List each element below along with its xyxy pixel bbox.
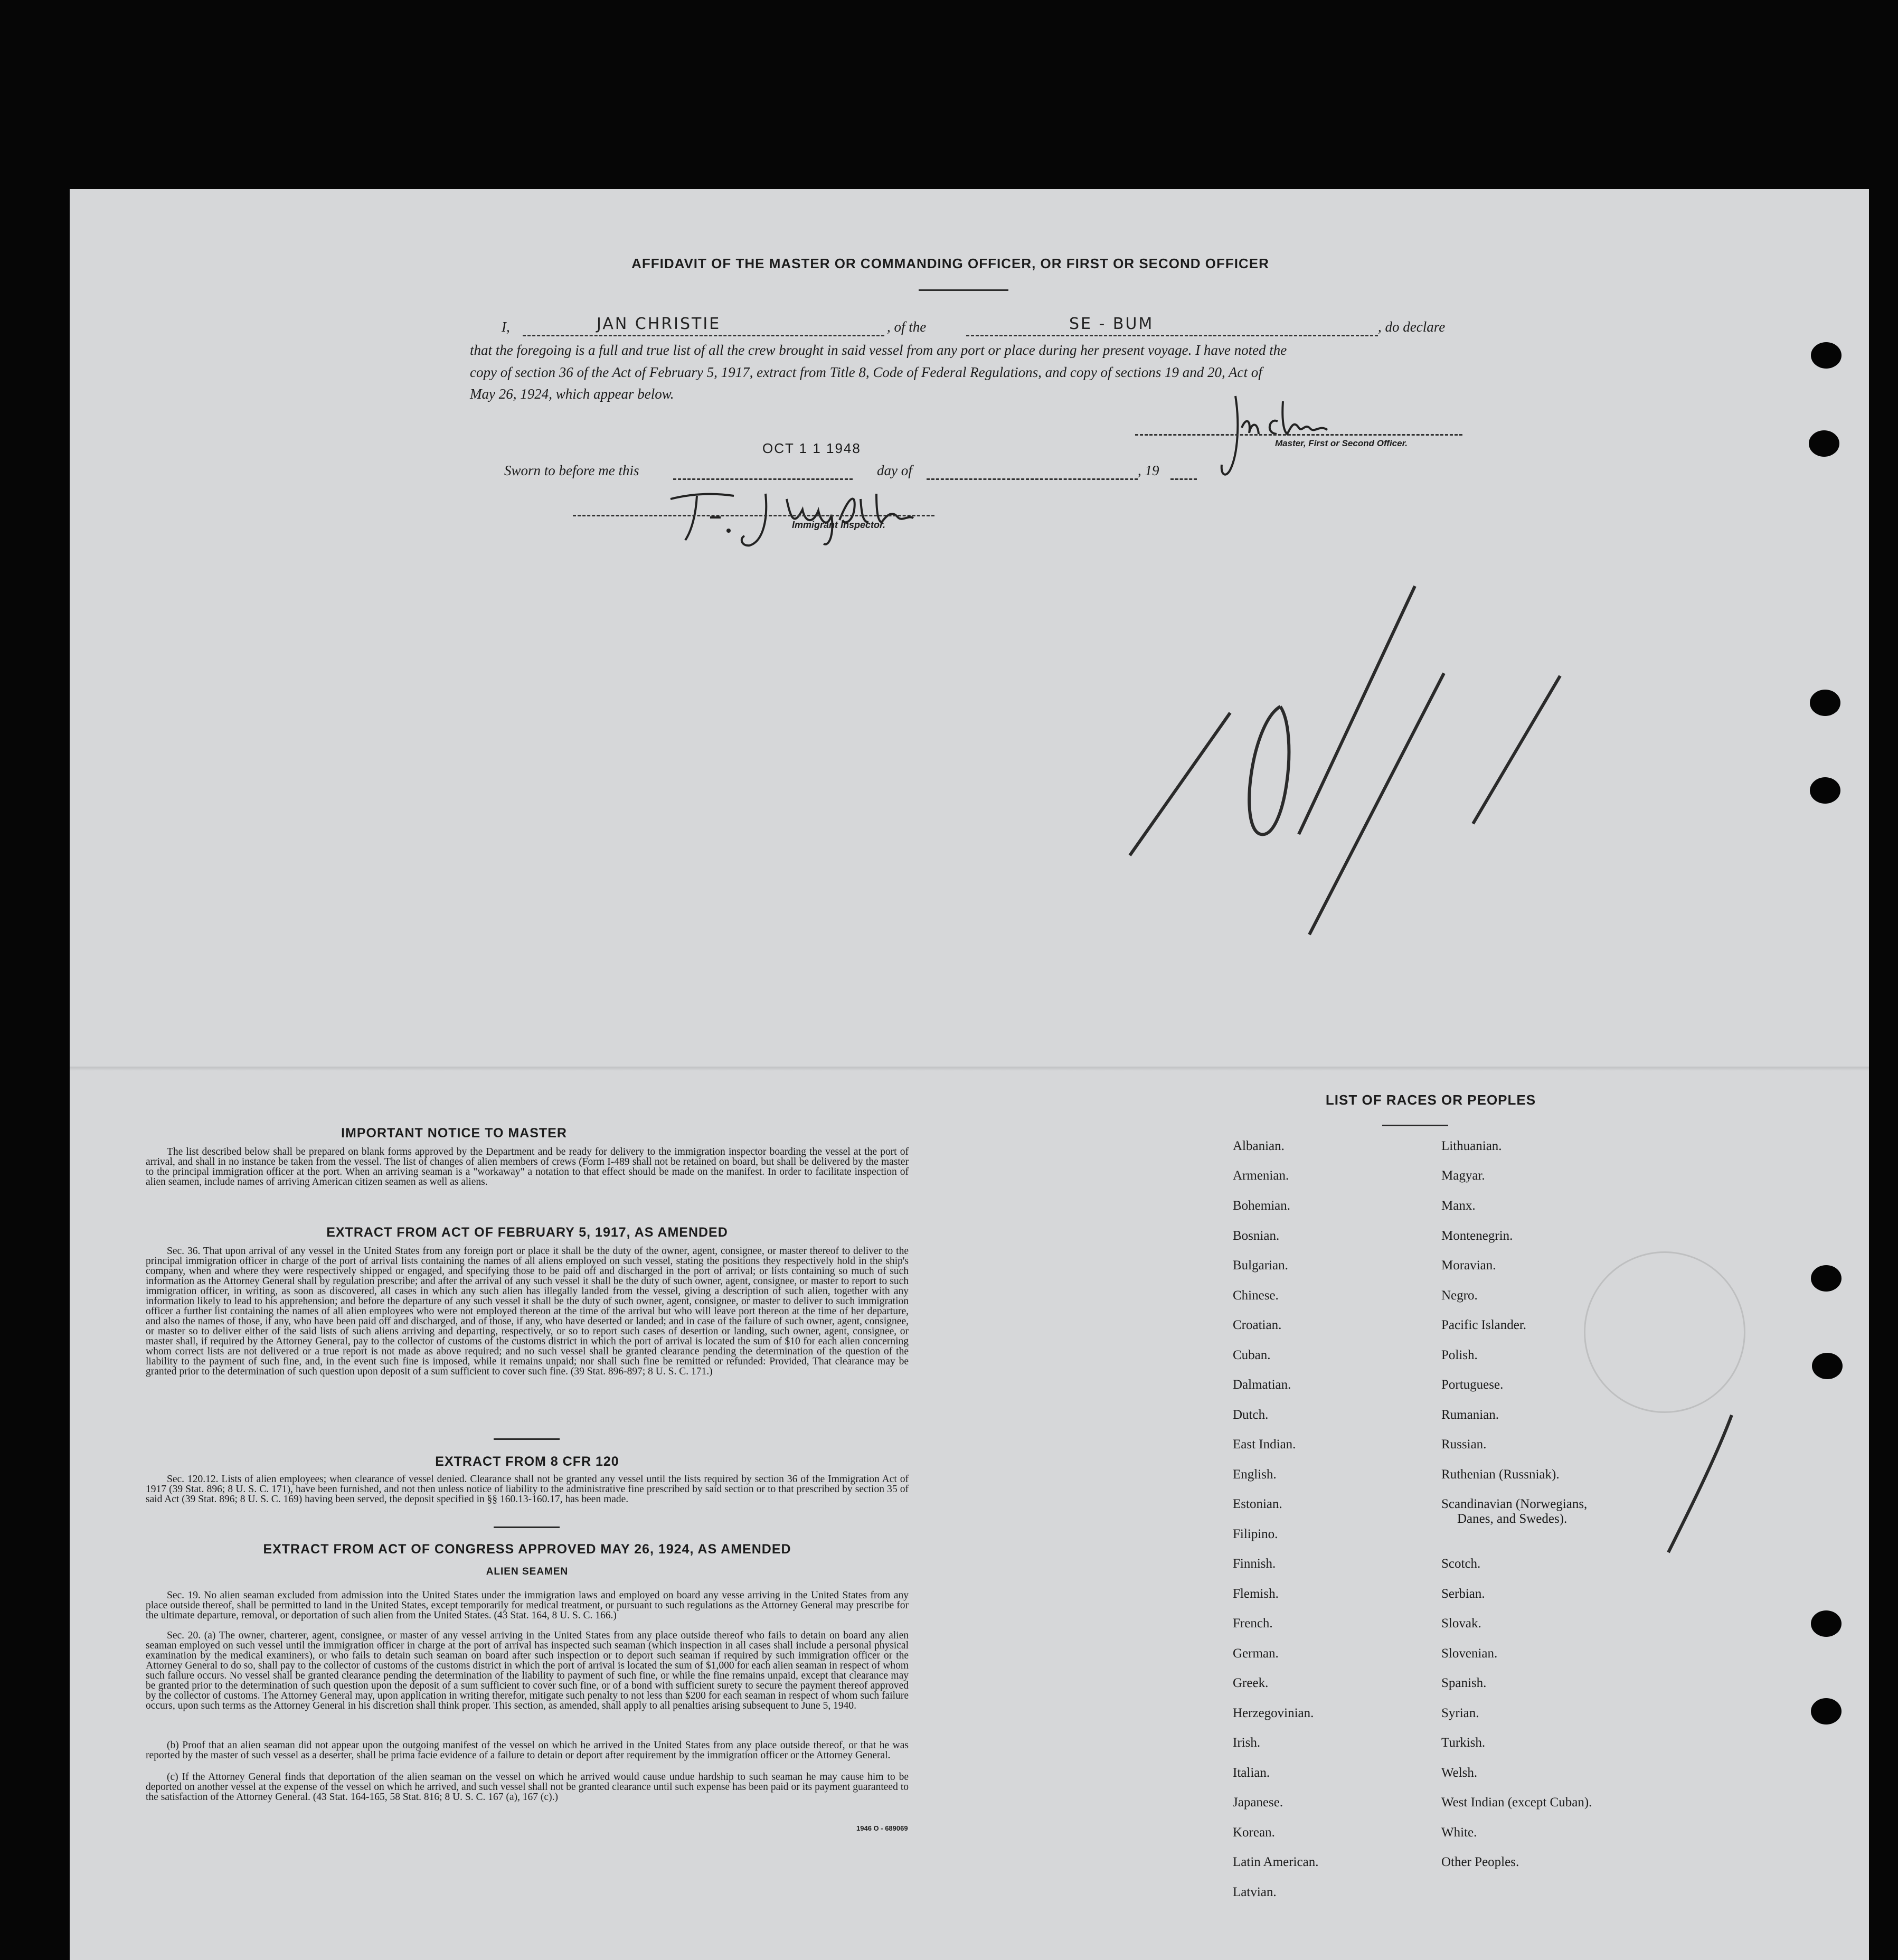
race-item: Italian. (1233, 1766, 1270, 1780)
race-item: Slovak. (1441, 1616, 1481, 1631)
do-declare-text: , do declare (1378, 319, 1446, 335)
punch-hole (1810, 690, 1840, 716)
page-fold (70, 1067, 1869, 1071)
punch-hole (1809, 430, 1839, 457)
race-item: Serbian. (1441, 1587, 1485, 1601)
race-item: West Indian (except Cuban). (1441, 1795, 1592, 1810)
divider (494, 1526, 560, 1528)
race-item: Montenegrin. (1441, 1229, 1513, 1243)
declaration-line-1 (502, 315, 1489, 340)
year-prefix: , 19 (1138, 463, 1159, 478)
race-item: Irish. (1233, 1736, 1261, 1750)
race-item: White. (1441, 1825, 1477, 1840)
race-item: Spanish. (1441, 1676, 1487, 1690)
punch-hole (1812, 1353, 1843, 1379)
race-item: Portuguese. (1441, 1378, 1504, 1392)
race-item: Albanian. (1233, 1139, 1285, 1153)
race-item: Slovenian. (1441, 1646, 1498, 1661)
race-item: Dalmatian. (1233, 1378, 1291, 1392)
print-code: 1946 O - 689069 (856, 1824, 908, 1832)
race-item: Russian. (1441, 1437, 1487, 1452)
race-item: Ruthenian (Russniak). (1441, 1467, 1560, 1482)
name-blank (523, 335, 884, 336)
sworn-prefix: Sworn to before me this (504, 463, 639, 478)
affidavit-title: AFFIDAVIT OF THE MASTER OR COMMANDING OFFICER, OR FIRST OR SECOND OFFICER (631, 256, 1269, 271)
punch-hole (1811, 342, 1842, 369)
sec-20a-body: Sec. 20. (a) The owner, charterer, agent, consignee, or master of any vessel arriving in the United States from any place outside thereof who fails to detain on board any alien seaman employed on such vessel until the immigration officer in charge at the port of arrival has inspected such seaman (which inspection in all cases shall include a personal physical examination by the medical examiners), or who fails to detain such seaman on board after such inspection or to deport such seaman if required by such immigration officer or the Attorney General to do so, shall pay to the collector of customs of the customs district in which the port of arrival is located the sum of $1,000 for each alien seaman in respect of whom such failure occurs. No vessel shall be granted clearance pending the determination of the liability to payment of such fine, or while the fine remains unpaid, except that clearance may be granted prior to the determination of such question upon the deposit of a sum sufficient to cover such fine, or of a bond with sufficient surety to secure the payment thereof approved by the collector of customs. The Attorney General may, upon application in writing therefor, mitigate such penalty to not less than $200 for each seaman in respect of whom such failure occurs, upon such terms as the Attorney General in his discretion shall think proper. This section, as amended, shall apply to all penalties arising subsequent to June 5, 1940. (146, 1630, 909, 1711)
sec-20b-body: (b) Proof that an alien seaman did not appear upon the outgoing manifest of the vessel on which he arrived in the United States from any place outside thereof, or that he was reported by the master of such vessel as a deserter, shall be prima facie evidence of a failure to detain or deport after requirement by the immigration officer or the Attorney General. (146, 1740, 909, 1761)
master-name: JAN CHRISTIE (597, 315, 721, 333)
race-item: Latin American. (1233, 1855, 1319, 1869)
master-caption: Master, First or Second Officer. (1275, 438, 1408, 448)
race-item: Japanese. (1233, 1795, 1283, 1810)
race-item: Bosnian. (1233, 1229, 1280, 1243)
extract-1917-body: Sec. 36. That upon arrival of any vessel in the United States from any foreign port or place it shall be the duty of the owner, agent, consignee, or master thereof to deliver to the principal immigration officer in charge of the port of arrival lists containing the names of all aliens employed on such vessel, stating the positions they respectively hold in the ship's company, when and where they were respectively shipped or engaged, and specifying those to be paid off and discharged in the port of arrival; or lists containing so much of such information as the Attorney General shall by regulation prescribe; and after the arrival of any such vessel it shall be the duty of such owner, agent, consignee, or master to report to such immigration officer, in writing, as soon as discovered, all cases in which any such alien has illegally landed from the vessel, giving a description of such alien, together with any information likely to lead to his apprehension; and before the departure of any such vessel it shall be the duty of such owner, agent, consignee, or master to deliver to such immigration officer a further list containing the names of all alien employees who were not employed thereon at the time of the arrival but who will leave port thereon at the time of her departure, and also the names of those, if any, who have been paid off and discharged, and of those, if any, who have deserted or landed; and in case of the failure of such owner, agent, consignee, or master so to deliver either of the said lists of such aliens arriving and departing, respectively, or so to report such cases of desertion or landing, such owner, agent, consignee, or master shall, if required by the Attorney General, pay to the collector of customs of the customs district in which the port of arrival is located the sum of $10 for each alien concerning whom correct lists are not delivered or a true report is not made as above required; and no such vessel shall be granted clearance pending the determination of the question of the liability to the payment of such fine, and, in the event such fine is imposed, while it remains unpaid; nor shall such fine be remitted or refunded: Provided, That clearance may be granted prior to the determination of such question upon deposit of a sum sufficient to cover such fine. (39 Stat. 896-897; 8 U. S. C. 171.) (146, 1246, 909, 1377)
race-item: Welsh. (1441, 1766, 1478, 1780)
race-item: East Indian. (1233, 1437, 1296, 1452)
inspector-caption: Immigrant Inspector. (792, 520, 886, 530)
extract-1924-title: EXTRACT FROM ACT OF CONGRESS APPROVED MAY 26, 1924, AS AMENDED (263, 1542, 791, 1557)
year-blank (1170, 478, 1197, 480)
race-item: Herzegovinian. (1233, 1706, 1314, 1720)
month-blank (927, 478, 1138, 480)
sec-19-body: Sec. 19. No alien seaman excluded from admission into the United States under the immigration laws and employed on board any vesse arriving in the United States from any place outside thereof, shall be permitted to land in the United States, except temporarily for medical treatment, or pursuant to such regulations as the Attorney General may prescribe for the ultimate departure, removal, or deportation of such alien from the United States. (43 Stat. 164, 8 U. S. C. 166.) (146, 1590, 909, 1621)
vessel-name: SE - BUM (1069, 315, 1154, 333)
master-signature-line (1135, 434, 1462, 436)
day-of-text: day of (877, 463, 912, 478)
race-item: Pacific Islander. (1441, 1318, 1527, 1332)
extract-cfr-body: Sec. 120.12. Lists of alien employees; when clearance of vessel denied. Clearance shall not be granted any vessel until the lists required by section 36 of the Immigration Act of 1917 (39 Stat. 896; 8 U. S. C. 171), have been furnished, and not then unless notice of liability to the administrative fine prescribed by said section or to that prescribed by section 35 of said Act (39 Stat. 896; 8 U. S. C. 169) having been served, the deposit specified in §§ 160.13-160.17, has been made. (146, 1474, 909, 1505)
punch-hole (1811, 1698, 1842, 1725)
inspector-signature-line (573, 515, 934, 516)
race-item: Finnish. (1233, 1557, 1276, 1571)
extract-cfr-title: EXTRACT FROM 8 CFR 120 (435, 1454, 619, 1469)
race-item: Manx. (1441, 1199, 1476, 1213)
race-item: Korean. (1233, 1825, 1275, 1840)
race-item: Scandinavian (Norwegians, (1441, 1497, 1588, 1511)
race-item: Greek. (1233, 1676, 1269, 1690)
race-item: Lithuanian. (1441, 1139, 1502, 1153)
race-item: Bohemian. (1233, 1199, 1291, 1213)
notice-title: IMPORTANT NOTICE TO MASTER (341, 1126, 567, 1141)
race-item: Scotch. (1441, 1557, 1481, 1571)
race-item: Croatian. (1233, 1318, 1282, 1332)
punch-hole (1811, 1610, 1842, 1637)
date-stamp: OCT 1 1 1948 (762, 440, 861, 456)
prefix-i: I, (502, 319, 510, 335)
race-item: Magyar. (1441, 1169, 1485, 1183)
race-item: Filipino. (1233, 1527, 1278, 1541)
race-item: Flemish. (1233, 1587, 1279, 1601)
races-right-column (1441, 1139, 1684, 1878)
races-left-column (1233, 1139, 1455, 1910)
notice-body: The list described below shall be prepared on blank forms approved by the Department and be ready for delivery to the immigration inspector boarding the vessel at the port of arrival, and shall in no instance be taken from the vessel. The list of changes of alien members of crews (Form I-489 shall not be retained on board, but shall be delivered by the master to the principal immigration officer at the port. When an arriving seaman is a "workaway" a notation to that effect should be made on the manifest. In order to facilitate inspection of alien seamen, include names of arriving American citizen seamen as well as aliens. (146, 1146, 909, 1188)
race-item: German. (1233, 1646, 1279, 1661)
race-item: Moravian. (1441, 1258, 1496, 1273)
race-item: Chinese. (1233, 1288, 1279, 1303)
of-the-text: , of the (887, 319, 927, 335)
race-item: Danes, and Swedes). (1457, 1512, 1567, 1526)
race-item: Bulgarian. (1233, 1258, 1288, 1273)
race-item: Armenian. (1233, 1169, 1289, 1183)
punch-hole (1810, 777, 1840, 804)
divider (494, 1438, 560, 1440)
race-item: Turkish. (1441, 1736, 1486, 1750)
handwritten-mark (1119, 581, 1594, 950)
faint-stamp (1584, 1251, 1745, 1413)
race-item: Estonian. (1233, 1497, 1282, 1511)
race-item: Other Peoples. (1441, 1855, 1519, 1869)
sec-20c-body: (c) If the Attorney General finds that deportation of the alien seaman on the vessel on which he arrived would cause undue hardship to such seaman he may cause him to be deported on another vessel at the expense of the vessel on which he arrived, and such vessel shall not be granted clearance until such expense has been paid or its payment guaranteed to the satisfaction of the Attorney General. (43 Stat. 164-165, 58 Stat. 816; 8 U. S. C. 167 (a), 167 (c).) (146, 1771, 909, 1803)
extract-1924-subtitle: ALIEN SEAMEN (486, 1566, 569, 1577)
race-item: Negro. (1441, 1288, 1478, 1303)
title-underline (919, 289, 1008, 291)
races-underline (1382, 1125, 1448, 1126)
races-title: LIST OF RACES OR PEOPLES (1325, 1092, 1536, 1108)
race-item: French. (1233, 1616, 1273, 1631)
race-item: Polish. (1441, 1348, 1478, 1362)
extract-1917-title: EXTRACT FROM ACT OF FEBRUARY 5, 1917, AS AMENDED (326, 1225, 728, 1240)
race-item: Dutch. (1233, 1408, 1269, 1422)
declaration-line-2: that the foregoing is a full and true list of all the crew brought in said vessel from any port or place during her present voyage. I have noted the (470, 342, 1287, 358)
race-item: Syrian. (1441, 1706, 1479, 1720)
vessel-blank (966, 335, 1378, 336)
race-item: English. (1233, 1467, 1277, 1482)
declaration-line-3: copy of section 36 of the Act of February 5, 1917, extract from Title 8, Code of Federal Regulations, and copy of sections 19 and 20, Act of (470, 364, 1262, 380)
race-item: Rumanian. (1441, 1408, 1499, 1422)
race-item: Latvian. (1233, 1885, 1277, 1899)
declaration-line-4: May 26, 1924, which appear below. (470, 386, 674, 402)
race-item: Cuban. (1233, 1348, 1271, 1362)
punch-hole (1811, 1265, 1842, 1292)
